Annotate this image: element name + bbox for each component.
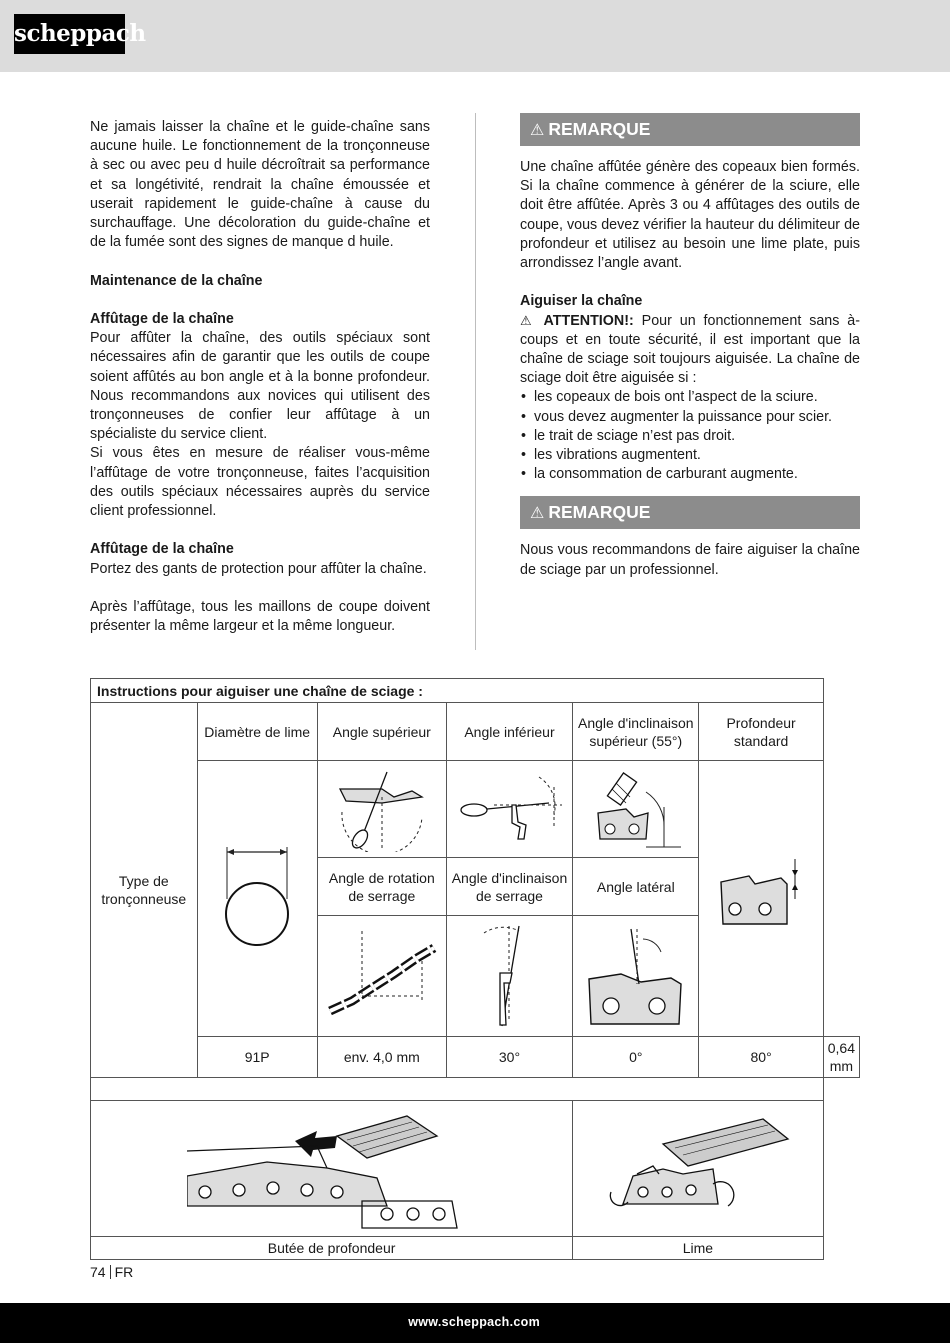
value-standard-depth: 0,64 mm [823, 1037, 859, 1078]
bottom-angle-illustration [446, 761, 572, 858]
list-item: • la consommation de carburant augmente. [520, 465, 860, 484]
header-top-tilt-angle: Angle d'inclinaison supérieur (55°) [573, 703, 699, 761]
chain-rotation-icon [322, 926, 442, 1026]
depth-gauge-icon [711, 854, 811, 944]
column-divider [475, 113, 476, 650]
header-side-angle: Angle latéral [573, 858, 699, 916]
top-tilt-angle-icon [586, 767, 686, 852]
list-item: • les vibrations augmentent. [520, 446, 860, 465]
heading-chain-maintenance: Maintenance de la chaîne [90, 272, 263, 289]
heading-sharpen-chain: Aiguiser la chaîne [520, 293, 643, 310]
sharpen-conditions-list [520, 388, 860, 484]
warning-icon: ⚠ [530, 120, 545, 139]
gloves-paragraph: Portez des gants de protection pour affûter la chaîne. [90, 560, 427, 577]
warning-icon: ⚠ [530, 503, 545, 523]
warning-icon: ⚠ [520, 313, 536, 329]
depth-stop-file-guide-icon [187, 1106, 477, 1231]
value-top-angle: 30° [446, 1037, 572, 1078]
header-clamp-tilt-angle: Angle d'inclinaison de serrage [446, 858, 572, 916]
caption-depth-stop: Butée de profondeur [91, 1237, 573, 1260]
clamp-rotation-illustration [317, 916, 446, 1037]
side-angle-illustration [573, 916, 699, 1037]
page-header [0, 0, 950, 72]
remark-banner-2: ⚠ REMARQUE [520, 496, 860, 529]
standard-depth-illustration [699, 761, 823, 1037]
file-circle-icon [217, 844, 297, 954]
file-illustration [573, 1101, 824, 1237]
value-top-tilt-angle: 80° [699, 1037, 823, 1078]
sharpening-table [90, 678, 860, 1260]
header-standard-depth: Profondeur standard [699, 703, 823, 761]
file-diameter-illustration [197, 761, 317, 1037]
header-top-angle: Angle supérieur [317, 703, 446, 761]
side-angle-icon [581, 924, 691, 1029]
top-tilt-angle-illustration [573, 761, 699, 858]
after-sharpening-paragraph: Après l’affûtage, tous les maillons de coupe doivent présenter la même largeur et la même longueur. [90, 599, 430, 635]
value-type: 91P [197, 1037, 317, 1078]
chain-tilt-icon [464, 921, 554, 1031]
page-number: 74 FR [90, 1264, 134, 1280]
spacer-row [91, 1078, 824, 1101]
top-angle-illustration [317, 761, 446, 858]
depth-stop-illustration [91, 1101, 573, 1237]
list-item: • les copeaux de bois ont l’aspect de la sciure. [520, 388, 860, 407]
top-angle-icon [332, 767, 432, 852]
remark-banner-1: ⚠ REMARQUE [520, 113, 860, 146]
header-file-diameter: Diamètre de lime [197, 703, 317, 761]
row-label: Type de tronçonneuse [91, 703, 198, 1078]
website-link[interactable]: www.scheppach.com [408, 1315, 540, 1329]
value-bottom-angle: 0° [573, 1037, 699, 1078]
header-clamp-rotation-angle: Angle de rotation de serrage [317, 858, 446, 916]
heading-sharpening-2: Affûtage de la chaîne [90, 541, 234, 558]
self-sharpening-paragraph: Si vous êtes en mesure de réaliser vous-même l’affûtage de votre tronçonneuse, faites l’acquisition des outils spéciaux nécessaires auprès du service client professionnel. [90, 445, 430, 520]
file-gauge-icon [603, 1114, 793, 1224]
list-item: • le trait de sciage n’est pas droit. [520, 427, 860, 446]
value-file-diameter: env. 4,0 mm [317, 1037, 446, 1078]
caption-file: Lime [573, 1237, 824, 1260]
sharpening-paragraph: Pour affûter la chaîne, des outils spéciaux sont nécessaires afin de garantir que les outils de coupe soient affûtés au bon angle et à la bonne profondeur. Nous recommandons aux novices qui utilisent des tronçonneuses de confier leur affûtage à un spécialiste du service client. [90, 330, 430, 443]
clamp-tilt-illustration [446, 916, 572, 1037]
bottom-angle-icon [454, 767, 564, 852]
left-column [90, 118, 430, 636]
header-bottom-angle: Angle inférieur [446, 703, 572, 761]
oil-paragraph: Ne jamais laisser la chaîne et le guide-chaîne sans aucune huile. Le fonctionnement de la tronçonneuse à sec ou avec peu d huile décroîtrait sa performance et sa longétivité, rendrait la chaîne émoussée et userait rapidement le guide-chaîne à cause du surchauffage. Une décoloration du guide-chaîne et de la fumée sont des signes de manque d huile. [90, 119, 430, 251]
remark-paragraph-2: Nous vous recommandons de faire aiguiser la chaîne de sciage par un professionnel. [520, 542, 860, 578]
list-item: • vous devez augmenter la puissance pour scier. [520, 408, 860, 427]
page-footer [0, 1303, 950, 1343]
heading-sharpening: Affûtage de la chaîne [90, 311, 234, 327]
right-column [520, 113, 860, 580]
scheppach-logo: scheppach [14, 14, 125, 54]
attention-paragraph: ⚠ ATTENTION!: Pour un fonctionnement sans à-coups et en toute sécurité, il est important que la chaîne de sciage soit toujours aiguisée. La chaîne de sciage doit être aiguisée si : [520, 312, 860, 387]
remark-paragraph-1: Une chaîne affûtée génère des copeaux bien formés. Si la chaîne commence à générer de la sciure, elle doit être affûtée. Après 3 ou 4 affûtages des outils de coupe, vous devez vérifier la hauteur du délimiteur de profondeur et utilisez au besoin une lime plate, puis arrondissez l’angle avant. [520, 159, 860, 272]
table-title: Instructions pour aiguiser une chaîne de sciage : [91, 679, 824, 703]
